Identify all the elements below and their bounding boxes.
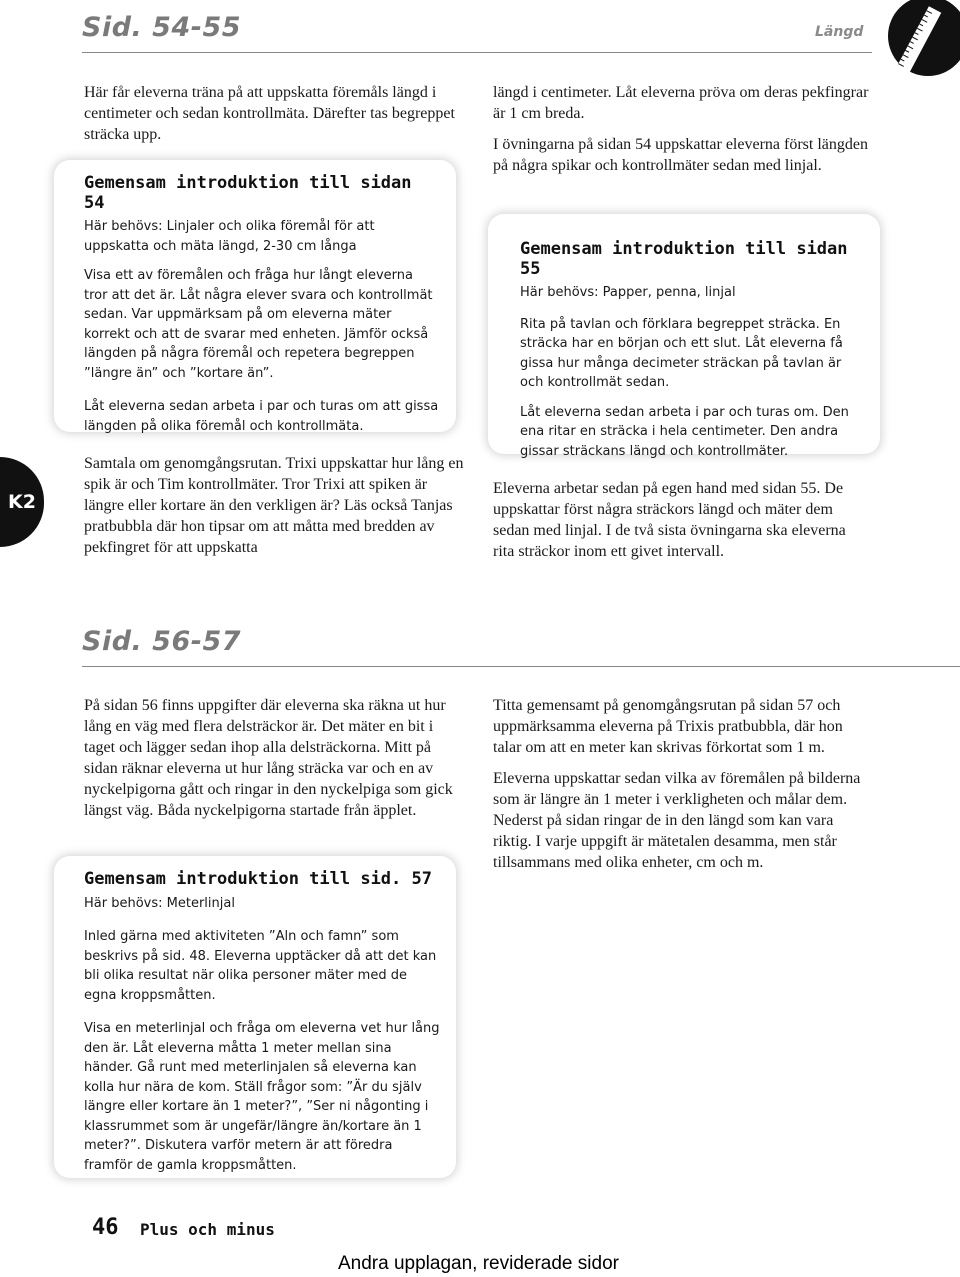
section-title-54-55: Sid. 54-55 [82, 12, 242, 43]
sec1-intro-text: Här får eleverna träna på att uppskatta föremåls längd i centimeter och sedan kontrollmäta. Därefter tas begreppet sträcka upp. [84, 84, 455, 143]
chapter-label: Längd [815, 24, 864, 40]
intro-box-55-p1: Rita på tavlan och förklara begreppet sträcka. En sträcka har en början och ett slut. Låt eleverna få gissa hur många decimeter sträckan på tavlan är och kontrollmät sedan. [520, 316, 843, 390]
intro-box-57-need: Här behövs: Meterlinjal [84, 895, 235, 911]
sec1-after-box-text: Samtala om genomgångsrutan. Trixi uppskattar hur lång en spik är och Tim kontrollmäter. Tror Trixi att spiken är längre eller kortare än den verkligen är? Läs också Tanjas pratbubbla där hon tipsar om att måtta med bredden av pekfingret för att uppskatta [84, 455, 464, 556]
sec2-right-p1: Titta gemensamt på genomgångsrutan på sidan 57 och uppmärksamma eleverna på Trixis pratbubbla, där hon talar om att en meter kan skrivas förkortat som 1 m. [493, 697, 843, 756]
intro-box-54-title: Gemensam introduktion till sidan 54 [84, 173, 412, 213]
intro-box-54-need: Här behövs: Linjaler och olika föremål för att uppskatta och mäta längd, 2-30 cm långa [84, 219, 375, 254]
intro-box-57-p1: Inled gärna med aktiviteten ”Aln och famn” som beskrivs på sid. 48. Eleverna upptäcker då att det kan bli olika resultat när olika personer mäter med de egna kroppsmåtten. [84, 929, 437, 1003]
chapter-tab-k2 [0, 457, 44, 547]
intro-box-54-p2: Låt eleverna sedan arbeta i par och turas om att gissa längden på olika föremål och kontrollmäta. [84, 399, 439, 434]
section-title-56-57: Sid. 56-57 [82, 626, 242, 657]
sec2-intro [84, 695, 454, 831]
sec2-right-p2: Eleverna uppskattar sedan vilka av föremålen på bilderna som är längre än 1 meter i verkligheten och målar dem. Nederst på sidan ringar de in den längd som kan vara riktig. I varje uppgift är mätetalen desamma, men står tillsammans med olika enheter, cm och m. [493, 770, 861, 871]
intro-box-55 [488, 214, 880, 459]
intro-box-57-title: Gemensam introduktion till sid. 57 [84, 869, 432, 889]
section2-rule [82, 666, 960, 667]
intro-box-54-p1: Visa ett av föremålen och fråga hur långt eleverna tror att det är. Låt några elever svara och kontrollmät sedan. Var uppmärksam på om eleverna mäter korrekt och att de svarar med enheten. Jämför också längden på några föremål och repetera begreppen ”längre än” och ”kortare än”. [84, 268, 433, 381]
edition-note: Andra upplagan, reviderade sidor [338, 1253, 619, 1274]
header-rule [82, 52, 872, 53]
sec1-right-p2: I övningarna på sidan 54 uppskattar eleverna först längden på några spikar och kontrollmäter sedan med linjal. [493, 136, 868, 174]
sec1-right-p1: längd i centimeter. Låt eleverna pröva om deras pekfingrar är 1 cm breda. [493, 84, 869, 122]
sec2-intro-text: På sidan 56 finns uppgifter där eleverna ska räkna ut hur lång en väg med flera delsträckor är. Det mäter en bit i taget och lägger sedan ihop alla delsträckorna. Mitt på sidan räknar eleverna ut hur lång sträcka var och en av nyckelpigorna gått och ringar in den nyckelpiga som gick längst väg. Båda nyckelpigorna startade från äpplet. [84, 697, 453, 819]
intro-box-57 [54, 856, 456, 1178]
page-number: 46 [92, 1215, 119, 1240]
intro-box-55-title: Gemensam introduktion till sidan 55 [520, 239, 848, 279]
ruler-logo-icon [876, 0, 960, 82]
sec1-intro [84, 82, 462, 155]
tab-label: K2 [8, 491, 36, 513]
sec1-right-after-box [493, 478, 871, 572]
sec1-right-top [493, 82, 873, 186]
sec2-right [493, 695, 871, 883]
intro-box-55-need: Här behövs: Papper, penna, linjal [520, 285, 736, 300]
intro-box-55-p2: Låt eleverna sedan arbeta i par och turas om. Den ena ritar en sträcka i hela centimeter. Den andra gissar sträckans längd och kontrollmäter. [520, 404, 849, 459]
intro-box-54 [54, 160, 456, 432]
sec1-after-box [84, 453, 464, 568]
intro-box-57-p2: Visa en meterlinjal och fråga om eleverna vet hur lång den är. Låt eleverna måtta 1 meter mellan sina händer. Gå runt med meterlinjalen så eleverna kan kolla hur nära de kom. Ställ frågor som: ”Är du själv längre eller kortare än 1 meter?”, ”Ser ni någonting i klassrummet som är ungefär/längre än/kortare än 1 meter?”. Diskutera varför metern är att föredra framför de gamla kroppsmåtten. [84, 1021, 440, 1173]
sec1-right-after-box-text: Eleverna arbetar sedan på egen hand med sidan 55. De uppskattar först några sträckors längd och mäter dem sedan med linjal. I de två sista övningarna ska eleverna rita sträckor inom ett givet intervall. [493, 480, 846, 560]
book-title: Plus och minus [140, 1220, 275, 1239]
